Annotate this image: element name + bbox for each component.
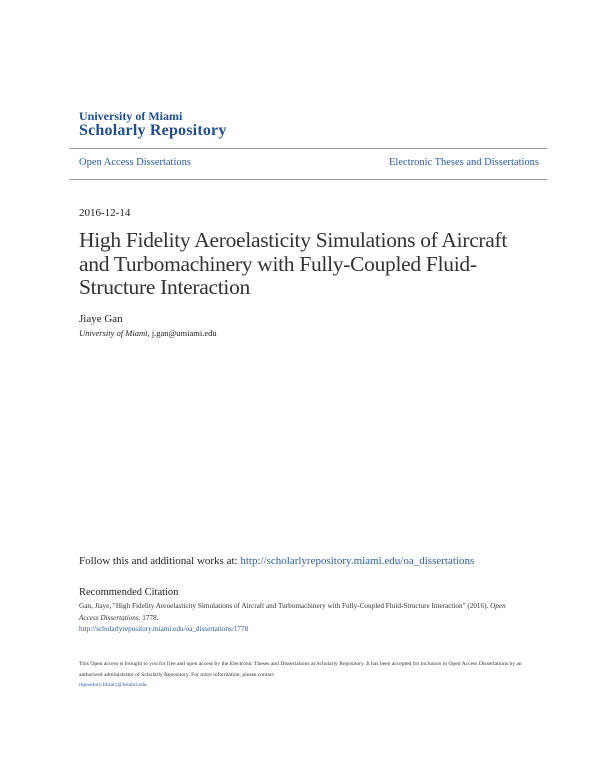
citation-prefix: Gan, Jiaye, "High Fidelity Aeroelasticity Simulations of Aircraft and Turbomachinery with Fully-Coupled Fluid-Structure Interaction" (2016). xyxy=(79,602,491,610)
top-divider xyxy=(70,148,547,149)
notice-text: This Open access is brought to you for free and open access by the Electronic Theses and Dissertations at Scholarly Repository. It has been accepted for inclusion in Open Access Dissertations by an authorized administrator of Scholarly Repository. For more information, please contact xyxy=(79,661,522,678)
document-title: High Fidelity Aeroelasticity Simulations of Aircraft and Turbomachinery with Fully-Coupled Fluid-Structure Interaction xyxy=(79,228,508,299)
citation-journal: Open Access Dissertations xyxy=(79,602,506,622)
follow-label: Follow this and additional works at: xyxy=(79,555,241,567)
affiliation-institution: University of Miami xyxy=(79,328,148,338)
follow-line xyxy=(79,555,474,567)
bottom-divider xyxy=(70,179,547,180)
publication-date: 2016-12-14 xyxy=(79,207,131,219)
citation-link[interactable]: http://scholarlyrepository.miami.edu/oa_dissertations/1778 xyxy=(79,625,249,633)
access-notice xyxy=(79,659,529,691)
open-access-dissertations-link[interactable]: Open Access Dissertations xyxy=(79,157,191,168)
contact-email-link[interactable]: repository.library@miami.edu xyxy=(79,682,147,688)
university-name: University of Miami xyxy=(79,109,183,123)
follow-link[interactable]: http://scholarlyrepository.miami.edu/oa_dissertations xyxy=(240,555,475,567)
author-affiliation xyxy=(79,328,217,338)
author-name: Jiaye Gan xyxy=(79,313,123,325)
notice-end: . xyxy=(146,682,148,688)
affiliation-email: , j.gan@umiami.edu xyxy=(147,328,217,338)
repository-name[interactable]: Scholarly Repository xyxy=(79,122,227,139)
citation-text xyxy=(79,601,524,636)
citation-suffix: . 1778. xyxy=(138,613,159,622)
citation-heading: Recommended Citation xyxy=(79,587,179,598)
electronic-theses-link[interactable]: Electronic Theses and Dissertations xyxy=(389,157,539,168)
